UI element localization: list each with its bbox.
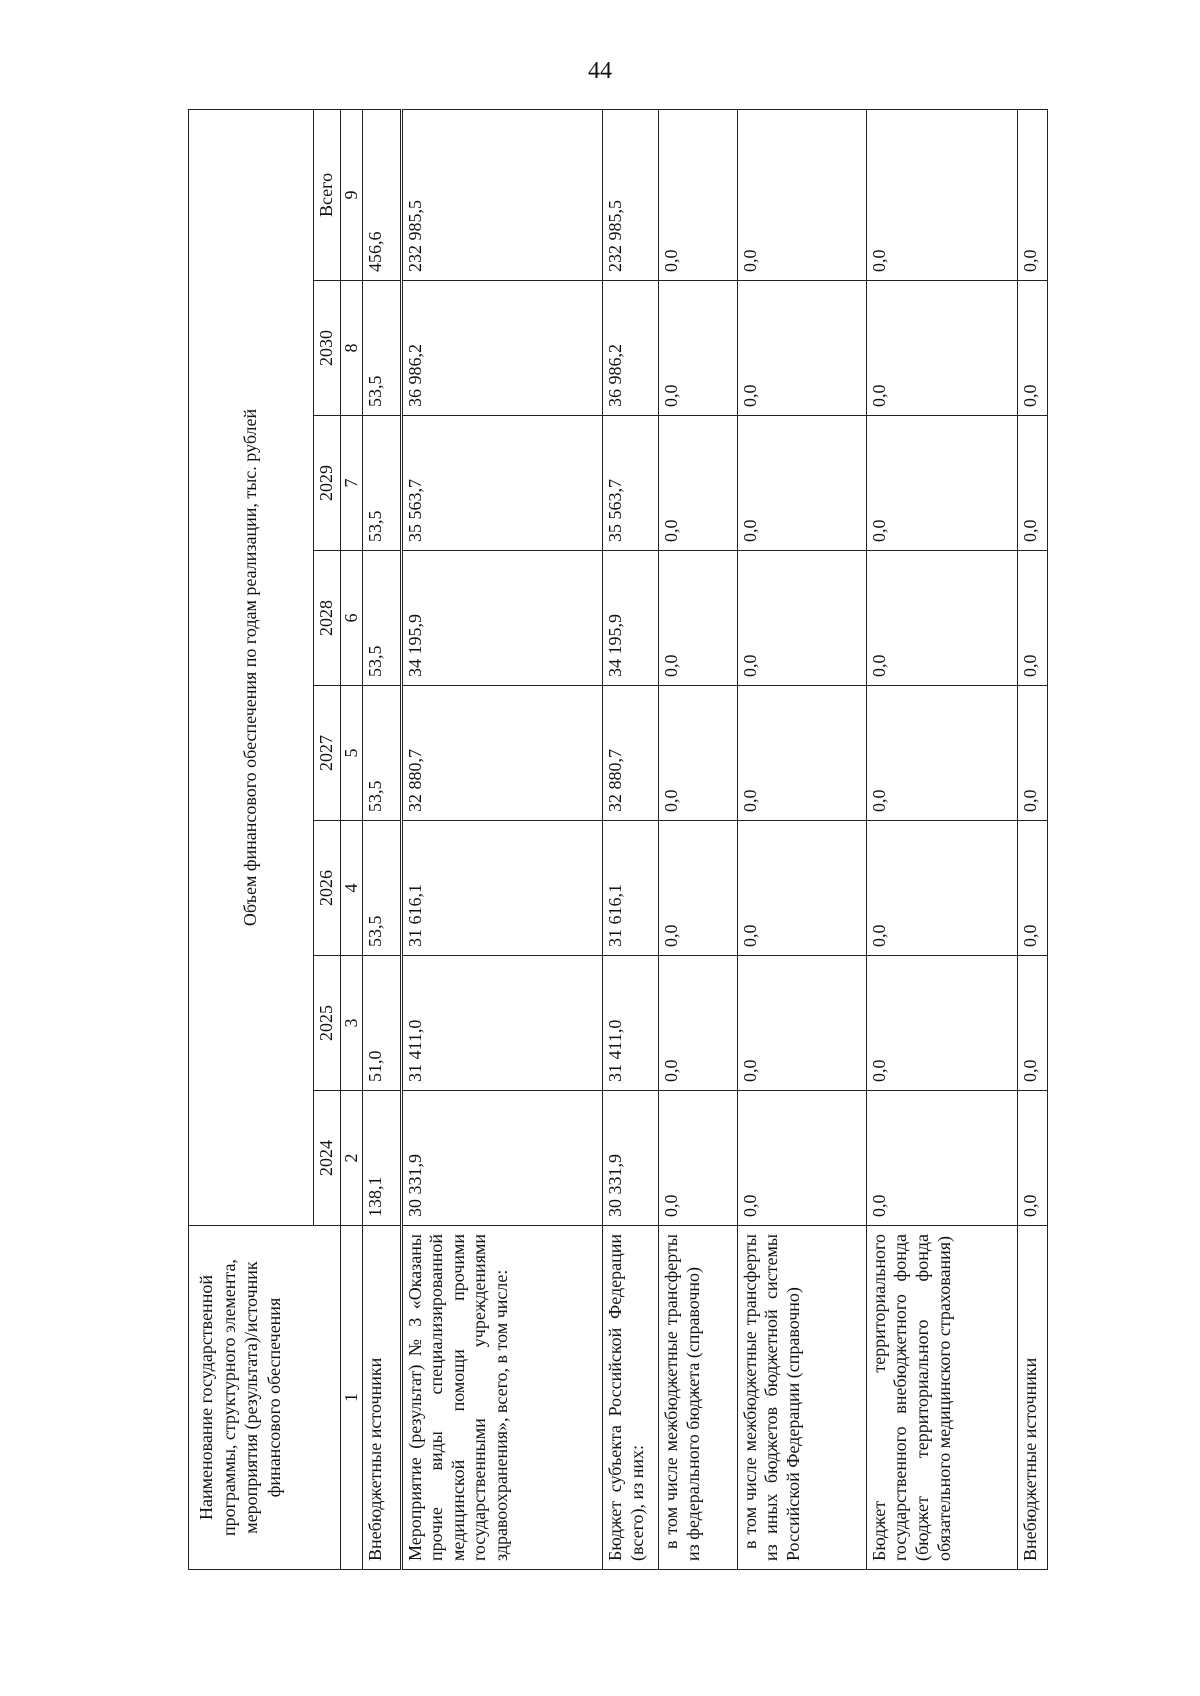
financing-table bbox=[188, 109, 1048, 1570]
header-year: 2025 bbox=[314, 956, 341, 1091]
cell-value: 36 986,2 bbox=[602, 281, 658, 416]
header-year: 2027 bbox=[314, 686, 341, 821]
cell-value: 53,5 bbox=[363, 416, 401, 551]
cell-value: 53,5 bbox=[363, 821, 401, 956]
table-row bbox=[363, 109, 401, 1569]
column-index: 8 bbox=[340, 281, 363, 416]
cell-value: 0,0 bbox=[659, 416, 738, 551]
cell-value: 232 985,5 bbox=[401, 109, 602, 280]
page-number: 44 bbox=[588, 58, 612, 84]
cell-value: 0,0 bbox=[866, 281, 1017, 416]
cell-value: 0,0 bbox=[659, 551, 738, 686]
cell-value: 0,0 bbox=[866, 551, 1017, 686]
cell-value: 30 331,9 bbox=[401, 1091, 602, 1226]
table-row bbox=[659, 109, 738, 1569]
cell-value: 0,0 bbox=[1017, 416, 1047, 551]
table-row bbox=[401, 109, 602, 1569]
cell-value: 32 880,7 bbox=[401, 686, 602, 821]
cell-value: 0,0 bbox=[659, 1091, 738, 1226]
header-year: 2029 bbox=[314, 416, 341, 551]
row-label: в том числе межбюджетные трансферты из иных бюджетов бюджетной системы Российской Федерации (справочно) bbox=[737, 1226, 866, 1570]
cell-value: 0,0 bbox=[866, 1091, 1017, 1226]
table-row bbox=[1017, 109, 1047, 1569]
cell-value: 138,1 bbox=[363, 1091, 401, 1226]
column-index-row bbox=[340, 109, 363, 1569]
header-year: 2026 bbox=[314, 821, 341, 956]
cell-value: 0,0 bbox=[737, 551, 866, 686]
row-label: Бюджет субъекта Российской Федерации (всего), из них: bbox=[602, 1226, 658, 1570]
cell-value: 31 411,0 bbox=[602, 956, 658, 1091]
cell-value: 31 616,1 bbox=[401, 821, 602, 956]
cell-value: 0,0 bbox=[866, 821, 1017, 956]
cell-value: 53,5 bbox=[363, 686, 401, 821]
cell-value: 0,0 bbox=[737, 281, 866, 416]
cell-value: 32 880,7 bbox=[602, 686, 658, 821]
cell-value: 456,6 bbox=[363, 109, 401, 280]
column-index: 3 bbox=[340, 956, 363, 1091]
cell-value: 232 985,5 bbox=[602, 109, 658, 280]
header-name: Наименование государственной программы, структурного элемента, мероприятия (результата)/источник финансового обеспечения bbox=[189, 1226, 341, 1570]
cell-value: 0,0 bbox=[1017, 956, 1047, 1091]
cell-value: 0,0 bbox=[659, 956, 738, 1091]
column-index: 4 bbox=[340, 821, 363, 956]
column-index: 9 bbox=[340, 109, 363, 280]
cell-value: 0,0 bbox=[659, 109, 738, 280]
cell-value: 0,0 bbox=[737, 109, 866, 280]
cell-value: 34 195,9 bbox=[602, 551, 658, 686]
column-index: 7 bbox=[340, 416, 363, 551]
cell-value: 0,0 bbox=[737, 686, 866, 821]
column-index: 2 bbox=[340, 1091, 363, 1226]
table-row bbox=[866, 109, 1017, 1569]
cell-value: 0,0 bbox=[737, 956, 866, 1091]
column-index: 6 bbox=[340, 551, 363, 686]
cell-value: 0,0 bbox=[1017, 686, 1047, 821]
cell-value: 31 616,1 bbox=[602, 821, 658, 956]
cell-value: 0,0 bbox=[1017, 109, 1047, 280]
cell-value: 0,0 bbox=[866, 109, 1017, 280]
cell-value: 30 331,9 bbox=[602, 1091, 658, 1226]
row-label: Внебюджетные источники bbox=[363, 1226, 401, 1570]
cell-value: 0,0 bbox=[1017, 281, 1047, 416]
row-label: Мероприятие (результат) № 3 «Оказаны прочие виды специализированной медицинской помощи прочими государственными учреждениями здравоохранения», всего, в том числе: bbox=[401, 1226, 602, 1570]
cell-value: 0,0 bbox=[866, 686, 1017, 821]
table-row bbox=[602, 109, 658, 1569]
row-label: в том числе межбюджетные трансферты из федерального бюджета (справочно) bbox=[659, 1226, 738, 1570]
cell-value: 0,0 bbox=[1017, 821, 1047, 956]
cell-value: 51,0 bbox=[363, 956, 401, 1091]
cell-value: 35 563,7 bbox=[401, 416, 602, 551]
cell-value: 31 411,0 bbox=[401, 956, 602, 1091]
column-index: 5 bbox=[340, 686, 363, 821]
cell-value: 0,0 bbox=[866, 416, 1017, 551]
cell-value: 0,0 bbox=[1017, 551, 1047, 686]
cell-value: 0,0 bbox=[659, 686, 738, 821]
header-year: 2030 bbox=[314, 281, 341, 416]
rotated-table-wrapper bbox=[188, 110, 1048, 1570]
cell-value: 53,5 bbox=[363, 551, 401, 686]
cell-value: 0,0 bbox=[737, 416, 866, 551]
header-year: 2024 bbox=[314, 1091, 341, 1226]
cell-value: 53,5 bbox=[363, 281, 401, 416]
cell-value: 0,0 bbox=[866, 956, 1017, 1091]
header-total: Всего bbox=[314, 109, 341, 280]
cell-value: 0,0 bbox=[659, 281, 738, 416]
cell-value: 0,0 bbox=[737, 821, 866, 956]
cell-value: 0,0 bbox=[659, 821, 738, 956]
row-label: Внебюджетные источники bbox=[1017, 1226, 1047, 1570]
cell-value: 36 986,2 bbox=[401, 281, 602, 416]
cell-value: 0,0 bbox=[737, 1091, 866, 1226]
cell-value: 34 195,9 bbox=[401, 551, 602, 686]
cell-value: 35 563,7 bbox=[602, 416, 658, 551]
row-label: Бюджет территориального государственного внебюджетного фонда (бюджет территориального фонда обязательного медицинского страхования) bbox=[866, 1226, 1017, 1570]
table-row bbox=[737, 109, 866, 1569]
column-index: 1 bbox=[340, 1226, 363, 1570]
header-year: 2028 bbox=[314, 551, 341, 686]
cell-value: 0,0 bbox=[1017, 1091, 1047, 1226]
header-financing-volume: Объем финансового обеспечения по годам реализации, тыс. рублей bbox=[189, 109, 314, 1225]
